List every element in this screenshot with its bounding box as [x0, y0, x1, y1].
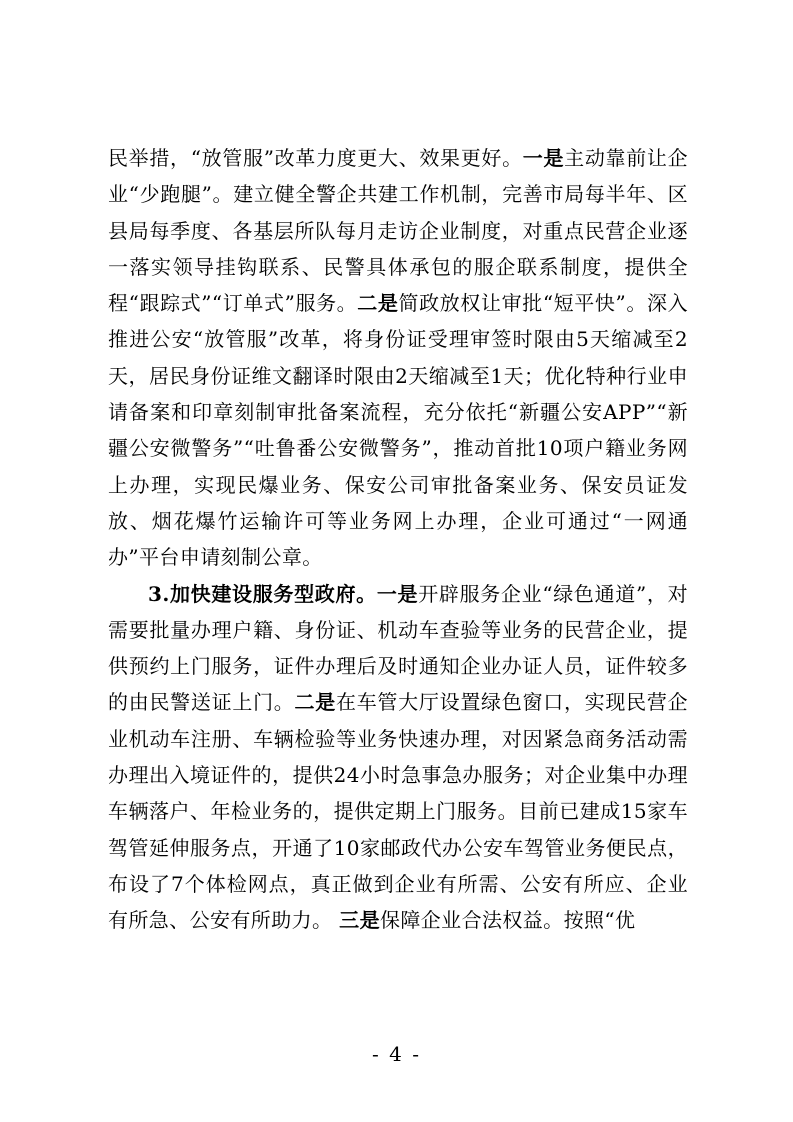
heading-three-is: 三是 [339, 908, 380, 933]
paragraph-2-run-5: 在车管大厅设置绿色窗口，实现民营企业机动车注册、车辆检验等业务快速办理，对因紧急商务活动需办理出入境证件的，提供24小时急事急办服务；对企业集中办理车辆落户、年检业务的，提供定期上门服务。目前已建成15家车驾管延伸服务点，开通了10家邮政代办公安车驾管业务便民点，布设了7个体检网点，真正做到企业有所需、公安有所应、企业有所急、公安有所助力。 [108, 690, 688, 933]
paragraph-2 [108, 576, 688, 939]
section-heading: 3.加快建设服务型政府。 [148, 581, 377, 606]
paragraph-1-run-3: 主动靠前让企业“少跑腿”。建立健全警企共建工作机制，完善市局每半年、区县局每季度、各基层所队每月走访企业制度，对重点民营企业逐一落实领导挂钩联系、民警具体承包的服企联系制度，提供全程“跟踪式”“订单式”服务。 [108, 146, 688, 316]
heading-one-is-2: 一是 [376, 581, 419, 606]
heading-two-is-2: 二是 [294, 690, 336, 715]
heading-two-is: 二是 [357, 291, 399, 316]
document-body [108, 140, 688, 939]
paragraph-1-run-1: 民举措，“放管服”改革力度更大、效果更好。 [108, 146, 523, 170]
page-number: - 4 - [372, 1042, 421, 1066]
paragraph-2-run-7: 保障企业合法权益。按照“优 [379, 908, 636, 933]
paragraph-1-run-5: 简政放权让审批“短平快”。深入推进公安“放管服”改革，将身份证受理审签时限由5天缩减至2天，居民身份证维文翻译时限由2天缩减至1天；优化特种行业申请备案和印章刻制审批备案流程，充分依托“新疆公安APP”“新疆公安微警务”“吐鲁番公安微警务”，推动首批10项户籍业务网上办理，实现民爆业务、保安公司审批备案业务、保安员证发放、烟花爆竹运输许可等业务网上办理，企业可通过“一网通办”平台申请刻制公章。 [108, 291, 688, 570]
paragraph-1 [108, 140, 688, 576]
paragraph-2-run-3: 开辟服务企业“绿色通道”，对需要批量办理户籍、身份证、机动车查验等业务的民营企业，提供预约上门服务，证件办理后及时通知企业办证人员，证件较多的由民警送证上门。 [108, 581, 688, 715]
heading-one-is: 一是 [522, 146, 565, 170]
